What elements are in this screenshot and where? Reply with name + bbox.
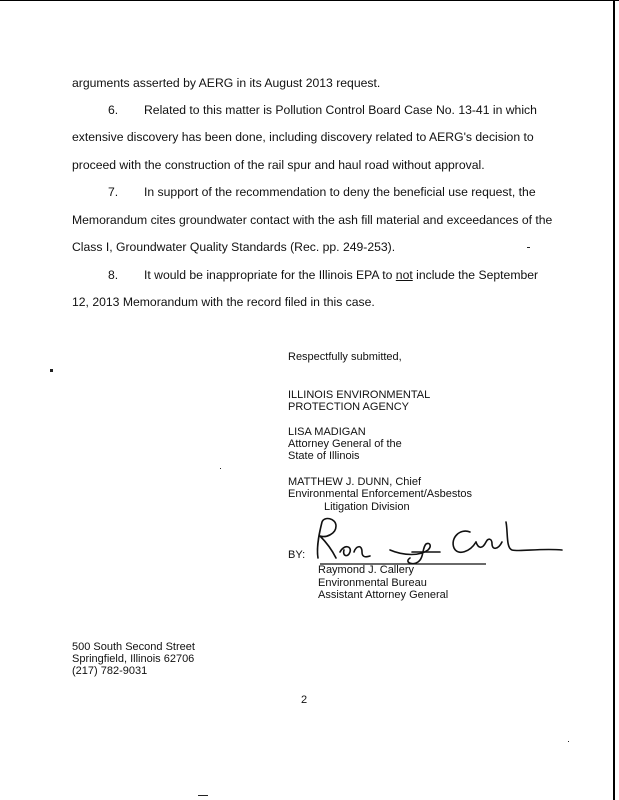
by-label: BY: [288,549,306,561]
handwritten-signature [300,512,568,570]
scan-speck [220,468,221,469]
scan-speck [198,795,208,796]
paragraph-5-tail: arguments asserted by AERG in its August 2013 request. [72,76,381,90]
page-right-edge [613,0,615,800]
address-city: Springfield, Illinois 62706 [72,653,195,665]
page-top-edge [0,0,619,1]
signer-title-1: Environmental Bureau [318,577,427,589]
address-phone: (217) 782-9031 [72,665,148,677]
paragraph-8-emphasis: not [395,268,413,282]
attorney-general-title-2: State of Illinois [288,450,360,462]
chief-title-1: Environmental Enforcement/Asbestos [288,488,473,500]
page-number: 2 [301,694,308,706]
paragraph-6-text: Related to this matter is Pollution Control Board Case No. 13-41 in which [144,103,537,117]
chief-title-2: Litigation Division [324,501,410,513]
paragraph-8-line-1 [108,268,538,282]
paragraph-7-line-3: Class I, Groundwater Quality Standards (Rec. pp. 249-253). [72,240,396,254]
agency-name-line-2: PROTECTION AGENCY [288,401,410,413]
closing: Respectfully submitted, [288,351,402,363]
address-street: 500 South Second Street [72,641,195,653]
agency-name-line-1: ILLINOIS ENVIRONMENTAL [288,389,431,401]
paragraph-6-line-1 [108,103,537,117]
scan-speck [50,369,53,372]
signer-name: Raymond J. Callery [318,564,414,576]
paragraph-7-text: In support of the recommendation to deny the beneficial use request, the [144,185,536,199]
paragraph-6-number: 6. [108,103,119,117]
attorney-general-name: LISA MADIGAN [288,426,366,438]
mailing-address [72,641,195,677]
paragraph-7-line-2: Memorandum cites groundwater contact with the ash fill material and exceedances of the [72,213,553,227]
scan-speck [527,247,530,248]
paragraph-8-text-b: include the September [412,268,539,282]
paragraph-6-line-3: proceed with the construction of the rail spur and haul road without approval. [72,158,485,172]
signer-title-2: Assistant Attorney General [318,589,449,601]
attorney-general-title-1: Attorney General of the [288,438,402,450]
paragraph-7-number: 7. [108,185,119,199]
paragraph-8-number: 8. [108,268,119,282]
scan-speck [568,741,569,742]
paragraph-8-line-2: 12, 2013 Memorandum with the record filed in this case. [72,295,375,309]
paragraph-7-line-1 [108,185,536,199]
chief-name: MATTHEW J. DUNN, Chief [288,476,422,488]
paragraph-8-text-a: It would be inappropriate for the Illinois EPA to [144,268,396,282]
paragraph-6-line-2: extensive discovery has been done, including discovery related to AERG's decision to [72,130,534,144]
